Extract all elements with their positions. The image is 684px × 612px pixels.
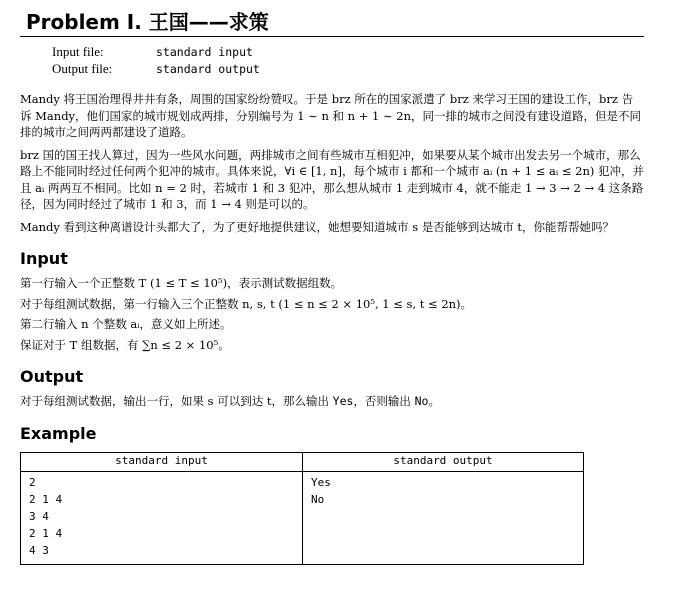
- input-file-value: standard input: [156, 45, 253, 59]
- title-bar: [20, 0, 644, 37]
- example-input-line: 3 4: [29, 509, 49, 523]
- output-text-pre: 对于每组测试数据，输出一行，如果 s 可以到达 t，那么输出: [20, 394, 333, 408]
- example-input-line: 2 1 4: [29, 526, 63, 540]
- example-input-cell: [21, 471, 303, 564]
- example-heading: Example: [20, 423, 97, 443]
- output-file-label: Output file:: [52, 61, 113, 76]
- example-header-row: [21, 452, 584, 471]
- example-output-line: No: [311, 492, 325, 506]
- input-line-3: 第二行输入 n 个整数 aᵢ，意义如上所述。: [20, 317, 232, 331]
- problem-page: [20, 0, 644, 565]
- input-line-1: 第一行输入一个正整数 T (1 ≤ T ≤ 10⁵)，表示测试数据组数。: [20, 276, 343, 290]
- example-table: [20, 452, 584, 565]
- example-output-header: standard output: [303, 452, 584, 471]
- statement-paragraph-1: Mandy 将王国治理得井井有条，周围的国家纷纷赞叹。于是 brz 所在的国家派遣了 brz 来学习王国的建设工作，brz 告诉 Mandy，他们国家的城市规划成两排，分别编号为 1 ∼ n 和 n + 1 ∼ 2n，同一排的城市之间没有建设道路，但是不同排的城市之间两两都建设了道路。: [20, 92, 642, 139]
- output-text-post: 。: [428, 394, 440, 408]
- example-body-row: [21, 471, 584, 564]
- example-input-line: 2: [29, 475, 36, 489]
- problem-title: Problem I. 王国——求策: [26, 10, 269, 34]
- input-line-4: 保证对于 T 组数据，有 ∑n ≤ 2 × 10⁵。: [20, 337, 230, 352]
- statement-paragraph-3: Mandy 看到这种离谱设计头都大了，为了更好地提供建议，她想要知道城市 s 是否能够到达城市 t，你能帮帮她吗？: [20, 219, 615, 234]
- file-info: [52, 43, 644, 77]
- output-file-row: [52, 60, 644, 77]
- example-output-line: Yes: [311, 475, 331, 489]
- input-file-row: [52, 43, 644, 60]
- example-input-line: 2 1 4: [29, 492, 63, 506]
- statement-paragraph-2: brz 国的国王找人算过，因为一些风水问题，两排城市之间有些城市互相犯冲，如果要从某个城市出发去另一个城市，那么路上不能同时经过任何两个犯冲的城市。具体来说，∀i ∈ [1, n]，每个城市 i 都和一个城市 aᵢ (n + 1 ≤ aᵢ ≤ 2n) 犯冲，并且 aᵢ 两两互不相同。比如 n = 2 时，若城市 1 和 3 犯冲，那么想从城市 1 走到城市 4，就不能走 1 → 3 → 2 → 4 这条路径，因为同时经过了城市 1 和 3，而 1 → 4 则是可以的。: [20, 147, 644, 211]
- input-file-label: Input file:: [52, 44, 104, 59]
- input-heading: Input: [20, 249, 68, 268]
- output-yes-literal: Yes: [332, 394, 354, 408]
- input-line-2: 对于每组测试数据，第一行输入三个正整数 n, s, t (1 ≤ n ≤ 2 × 10⁵, 1 ≤ s, t ≤ 2n)。: [20, 296, 473, 311]
- output-text-mid: ，否则输出: [353, 394, 415, 408]
- output-description: [20, 393, 644, 410]
- output-file-value: standard output: [156, 62, 260, 76]
- example-input-line: 4 3: [29, 543, 49, 557]
- example-output-cell: [303, 471, 584, 564]
- example-input-header: standard input: [21, 452, 303, 471]
- output-no-literal: No: [414, 394, 429, 408]
- output-heading: Output: [20, 367, 84, 386]
